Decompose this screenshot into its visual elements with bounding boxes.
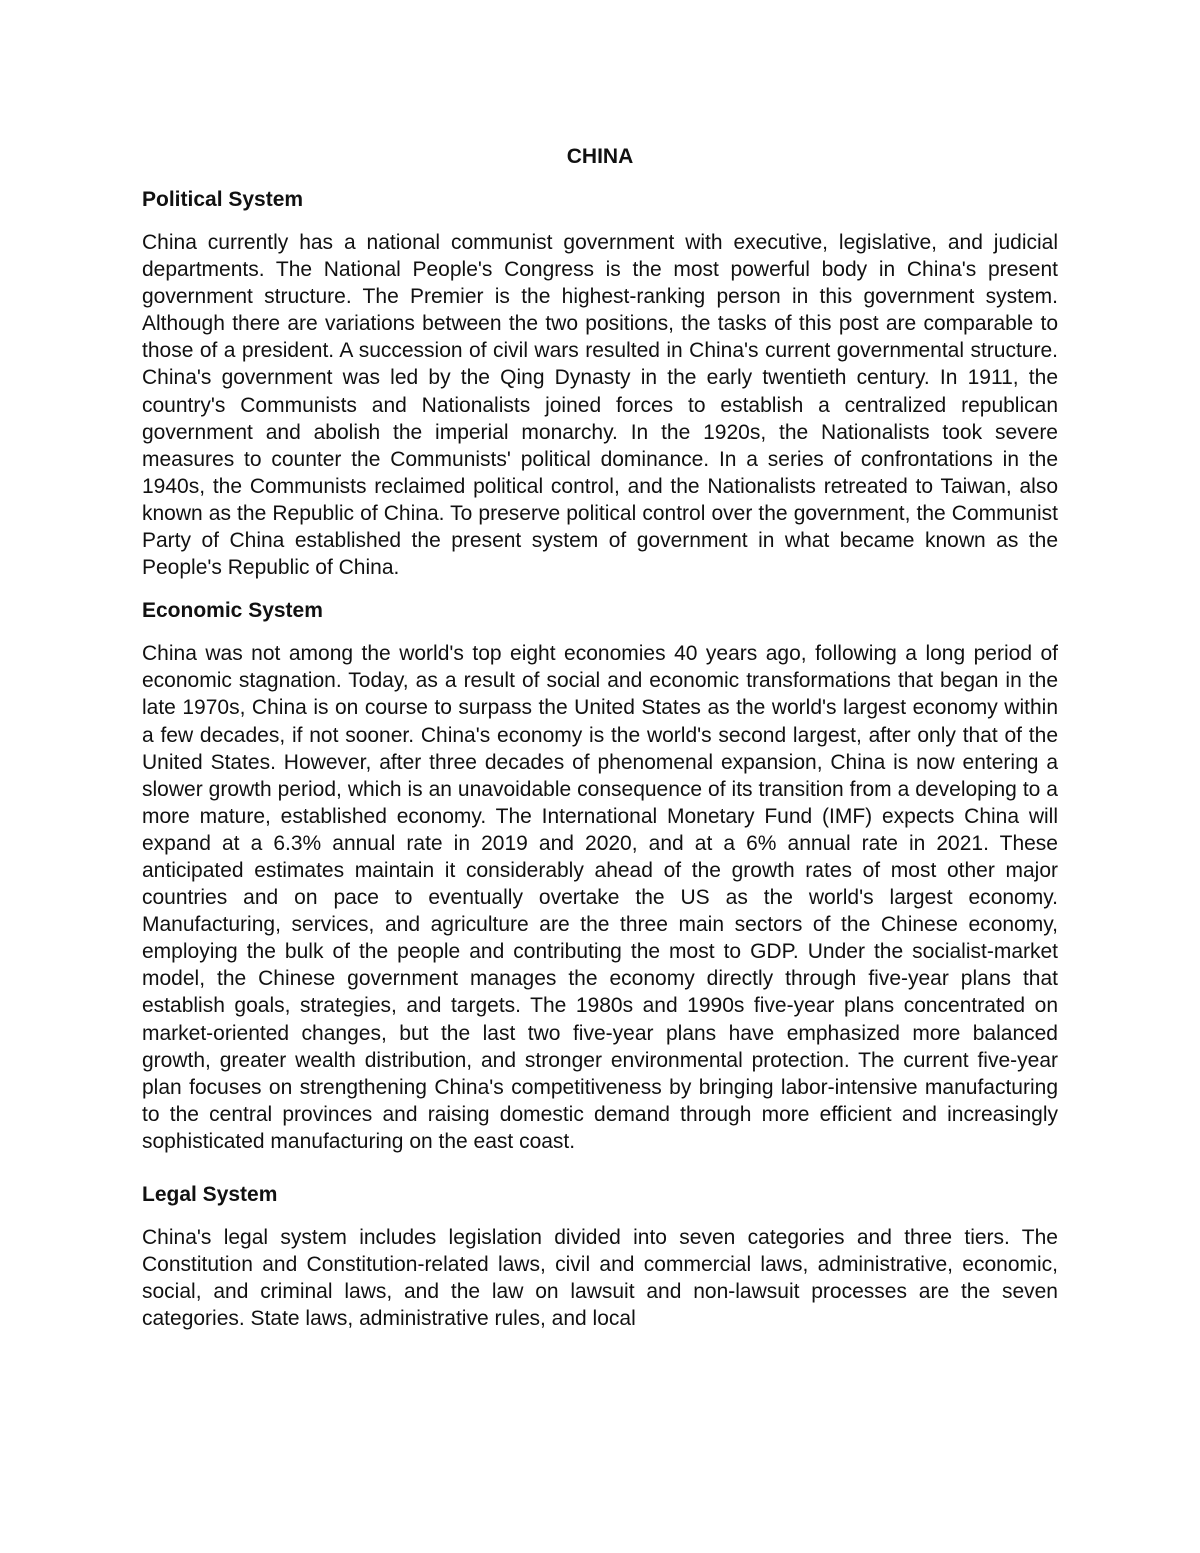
- section-legal-system: [142, 1181, 1058, 1332]
- section-political-system: [142, 186, 1058, 581]
- section-heading-political: Political System: [142, 188, 304, 211]
- document-content: [142, 143, 1058, 1348]
- section-economic-system: [142, 597, 1058, 1155]
- section-body-political: China currently has a national communist government with executive, legislative, and judicial departments. The National People's Congress is the most powerful body in China's present government structure. The Premier is the highest-ranking person in this government system. Although there are variations between the two positions, the tasks of this post are comparable to those of a president. A succession of civil wars resulted in China's current governmental structure. China's government was led by the Qing Dynasty in the early twentieth century. In 1911, the country's Communists and Nationalists joined forces to establish a centralized republican government and abolish the imperial monarchy. In the 1920s, the Nationalists took severe measures to counter the Communists' political dominance. In a series of confrontations in the 1940s, the Communists reclaimed political control, and the Nationalists retreated to Taiwan, also known as the Republic of China. To preserve political control over the government, the Communist Party of China established the present system of government in what became known as the People's Republic of China.: [142, 231, 1058, 580]
- section-body-economic: China was not among the world's top eight economies 40 years ago, following a long period of economic stagnation. Today, as a result of social and economic transformations that began in the late 1970s, China is on course to surpass the United States as the world's largest economy within a few decades, if not sooner. China's economy is the world's second largest, after only that of the United States. However, after three decades of phenomenal expansion, China is now entering a slower growth period, which is an unavoidable consequence of its transition from a developing to a more mature, established economy. The International Monetary Fund (IMF) expects China will expand at a 6.3% annual rate in 2019 and 2020, and at a 6% annual rate in 2021. These anticipated estimates maintain it considerably ahead of the growth rates of most other major countries and on pace to eventually overtake the US as the world's largest economy. Manufacturing, services, and agriculture are the three main sectors of the Chinese economy, employing the bulk of the people and contributing the most to GDP. Under the socialist-market model, the Chinese government manages the economy directly through five-year plans that establish goals, strategies, and targets. The 1980s and 1990s five-year plans concentrated on market-oriented changes, but the last two five-year plans have emphasized more balanced growth, greater wealth distribution, and stronger environmental protection. The current five-year plan focuses on strengthening China's competitiveness by bringing labor-intensive manufacturing to the central provinces and raising domestic demand through more efficient and increasingly sophisticated manufacturing on the east coast.: [142, 642, 1058, 1153]
- section-heading-economic: Economic System: [142, 599, 323, 623]
- section-heading-legal: Legal System: [142, 1183, 278, 1206]
- section-body-legal: China's legal system includes legislation divided into seven categories and three tiers. The Constitution and Constitution-related laws, civil and commercial laws, administrative, economic, social, and criminal laws, and the law on lawsuit and non-lawsuit processes are the seven categories. State laws, administrative rules, and local: [142, 1226, 1058, 1331]
- document-title: CHINA: [566, 145, 634, 168]
